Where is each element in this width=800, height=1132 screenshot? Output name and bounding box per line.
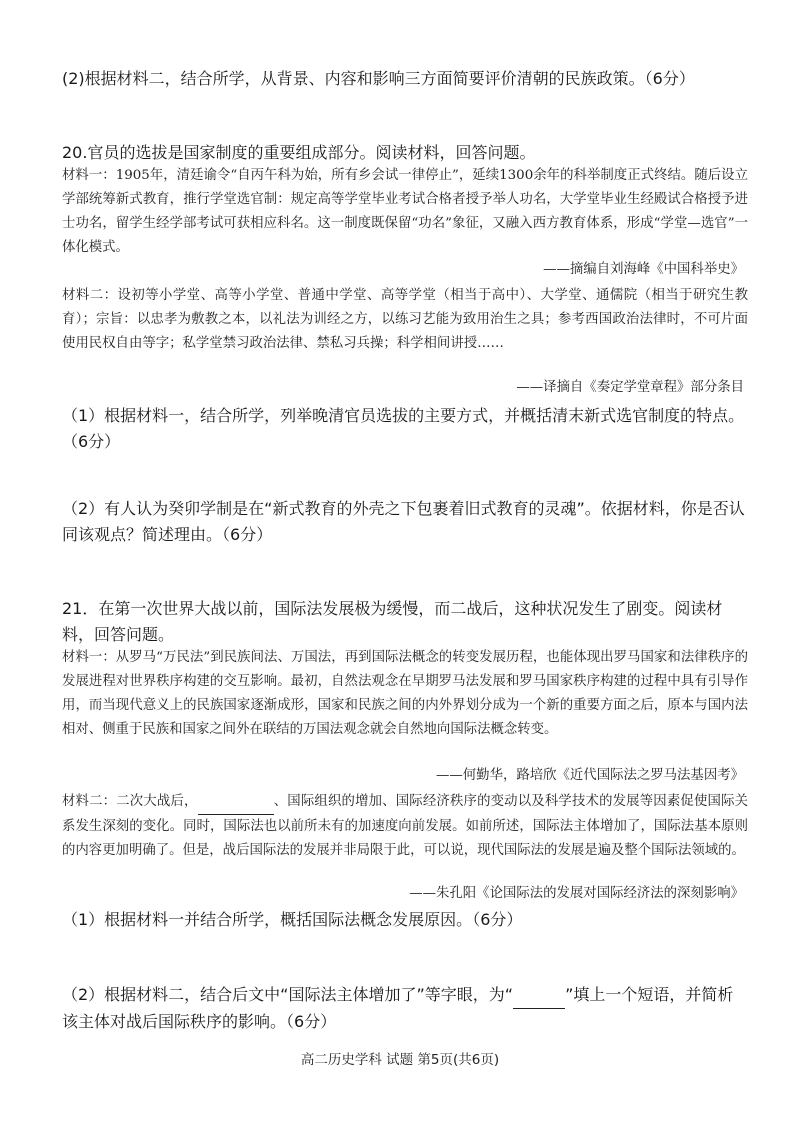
q21-part2: （2）根据材料二，结合后文中“国际法主体增加了”等字眼，为“ ”填上一个短语，并简析该主体对战后国际秩序的影响。（6分） <box>62 982 748 1035</box>
q20-material1: 材料一：1905年，清廷谕令“自丙午科为始，所有乡会试一律停止”，延续1300余年的科举制度正式终结。随后设立学部统筹新式教育，推行学堂选官制：规定高等学堂毕业考试合格者授予举人功名，大学堂毕业生经殿试合格授予进士功名，留学生经学部考试可获相应科名。这一制度既保留“功名”象征，又融入西方教育体系，形成“学堂—选官”一体化模式。 <box>62 168 748 255</box>
q21-stem: 21．在第一次世界大战以前，国际法发展极为缓慢，而二战后，这种状况发生了剧变。阅读材料，回答问题。 <box>62 599 723 644</box>
fill-blank <box>198 790 274 815</box>
q21-material1-source: ——何勤华，路培欣《近代国际法之罗马法基因考》 <box>436 768 744 783</box>
q20-stem: 20.官员的选拔是国家制度的重要组成部分。阅读材料，回答问题。 <box>62 143 536 162</box>
q19-part2: (2)根据材料二，结合所学，从背景、内容和影响三方面简要评价清朝的民族政策。（6分） <box>62 69 695 88</box>
q20-material2-source: ——译摘自《奏定学堂章程》部分条目 <box>516 380 744 395</box>
page-footer: 高二历史学科 试题 第5页(共6页) <box>300 1052 500 1068</box>
q20-material1-source: ——摘编自刘海峰《中国科举史》 <box>543 262 744 277</box>
q21-part1: （1）根据材料一并结合所学，概括国际法概念发展原因。（6分） <box>62 910 523 929</box>
answer-blank <box>513 982 565 1009</box>
q21-material1: 材料一：从罗马“万民法”到民族间法、万国法，再到国际法概念的转变发展历程，也能体现出罗马国家和法律秩序的发展进程对世界秩序构建的交互影响。最初，自然法观念在早期罗马法发展和罗马国家秩序构建的过程中具有引导作用，而当现代意义上的民族国家逐渐成形，国家和民族之间的内外界划分成为一个新的重要方面之后，原本与国内法相对、侧重于民族和国家之间外在联结的万国法观念就会自然地向国际法概念转变。 <box>62 650 748 737</box>
q20-part2: （2）有人认为癸卯学制是在“新式教育的外壳之下包裹着旧式教育的灵魂”。依据材料，你是否认同该观点？简述理由。（6分） <box>62 499 745 544</box>
q21-material2: 材料二：二次大战后， 、国际组织的增加、国际经济秩序的变动以及科学技术的发展等因素促使国际关系发生深刻的变化。同时，国际法也以前所未有的加速度向前发展。如前所述，国际法主体增加了，国际法基本原则的内容更加明确了。但是，战后国际法的发展并非局限于此，可以说，现代国际法的发展是遍及整个国际法领域的。 <box>62 790 748 863</box>
q20-part1: （1）根据材料一，结合所学，列举晚清官员选拔的主要方式，并概括清末新式选官制度的特点。 （6分） <box>62 406 745 451</box>
q21-material2-source: ——朱孔阳《论国际法的发展对国际经济法的深刻影响》 <box>409 886 744 901</box>
q20-material2: 材料二：设初等小学堂、高等小学堂、普通中学堂、高等学堂（相当于高中）、大学堂、通儒院（相当于研究生教育）；宗旨：以忠孝为敷教之本，以礼法为训经之方，以练习艺能为致用治生之具；参考西国政治法律时，不可片面使用民权自由等字；私学堂禁习政治法律、禁私习兵操；科学相间讲授…… <box>62 288 749 351</box>
